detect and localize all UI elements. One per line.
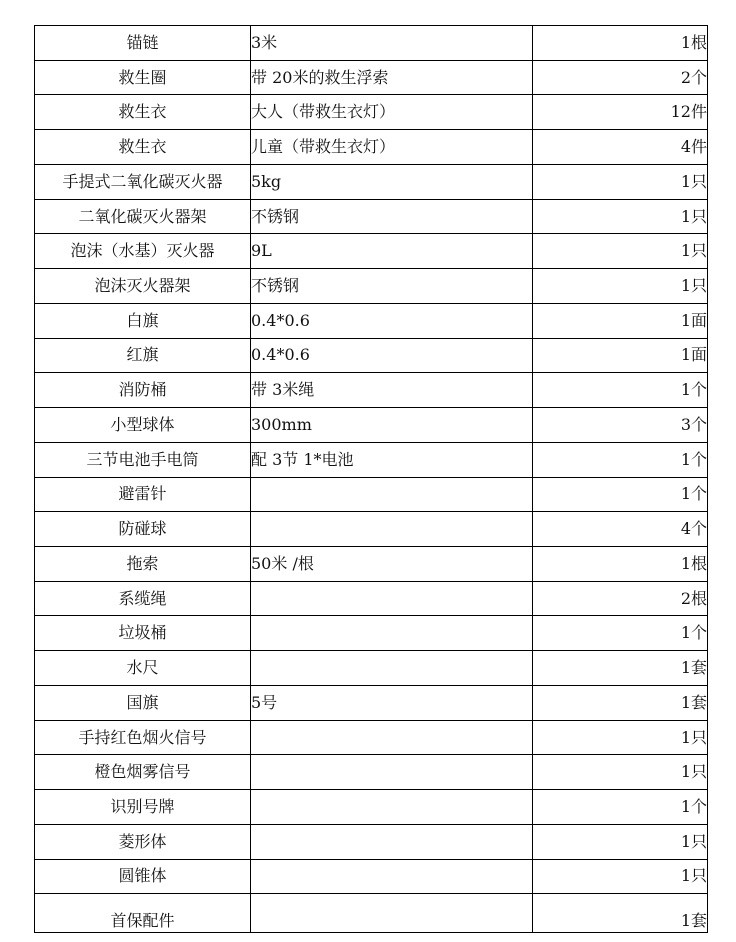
item-name-cell: 国旗	[35, 685, 251, 720]
item-name-cell: 垃圾桶	[35, 616, 251, 651]
table-row	[35, 269, 708, 304]
item-name-cell: 系缆绳	[35, 581, 251, 616]
item-qty-cell: 1只	[533, 755, 708, 790]
item-name-cell: 水尺	[35, 651, 251, 686]
item-qty-cell: 2根	[533, 581, 708, 616]
table-row	[35, 373, 708, 408]
item-qty-cell: 4件	[533, 130, 708, 165]
item-qty-cell: 1只	[533, 824, 708, 859]
item-spec-cell	[251, 894, 533, 933]
table-row	[35, 720, 708, 755]
item-spec-cell: 带 20米的救生浮索	[251, 60, 533, 95]
table-row	[35, 651, 708, 686]
item-name-cell: 菱形体	[35, 824, 251, 859]
item-name-cell: 三节电池手电筒	[35, 442, 251, 477]
table-row	[35, 26, 708, 61]
item-qty-cell: 1只	[533, 164, 708, 199]
item-qty-cell: 1个	[533, 442, 708, 477]
item-spec-cell: 配 3节 1*电池	[251, 442, 533, 477]
table-row	[35, 303, 708, 338]
item-spec-cell: 不锈钢	[251, 269, 533, 304]
item-spec-cell	[251, 512, 533, 547]
item-spec-cell: 5kg	[251, 164, 533, 199]
table-row	[35, 234, 708, 269]
table-row	[35, 581, 708, 616]
item-qty-cell: 1个	[533, 616, 708, 651]
item-spec-cell	[251, 720, 533, 755]
item-spec-cell: 不锈钢	[251, 199, 533, 234]
item-name-cell: 拖索	[35, 547, 251, 582]
item-qty-cell: 2个	[533, 60, 708, 95]
item-spec-cell: 50米 /根	[251, 547, 533, 582]
item-name-cell: 红旗	[35, 338, 251, 373]
item-qty-cell: 1只	[533, 234, 708, 269]
item-spec-cell	[251, 477, 533, 512]
item-spec-cell: 0.4*0.6	[251, 338, 533, 373]
item-name-cell: 橙色烟雾信号	[35, 755, 251, 790]
item-qty-cell: 1只	[533, 199, 708, 234]
table-row	[35, 199, 708, 234]
item-qty-cell: 1套	[533, 894, 708, 933]
item-name-cell: 锚链	[35, 26, 251, 61]
item-qty-cell: 1个	[533, 477, 708, 512]
table-row	[35, 824, 708, 859]
item-name-cell: 手持红色烟火信号	[35, 720, 251, 755]
item-spec-cell	[251, 616, 533, 651]
table-row	[35, 60, 708, 95]
equipment-table	[34, 25, 708, 933]
item-spec-cell: 3米	[251, 26, 533, 61]
item-spec-cell: 大人（带救生衣灯）	[251, 95, 533, 130]
item-spec-cell: 9L	[251, 234, 533, 269]
equipment-table-body	[35, 26, 708, 933]
item-qty-cell: 12件	[533, 95, 708, 130]
table-row	[35, 755, 708, 790]
item-qty-cell: 3个	[533, 408, 708, 443]
table-row	[35, 477, 708, 512]
item-spec-cell	[251, 824, 533, 859]
table-row	[35, 95, 708, 130]
item-name-cell: 手提式二氧化碳灭火器	[35, 164, 251, 199]
item-name-cell: 小型球体	[35, 408, 251, 443]
item-name-cell: 泡沫灭火器架	[35, 269, 251, 304]
item-spec-cell	[251, 581, 533, 616]
item-spec-cell: 0.4*0.6	[251, 303, 533, 338]
table-row	[35, 408, 708, 443]
item-name-cell: 圆锥体	[35, 859, 251, 894]
item-name-cell: 消防桶	[35, 373, 251, 408]
item-spec-cell	[251, 790, 533, 825]
table-row	[35, 859, 708, 894]
item-spec-cell: 儿童（带救生衣灯）	[251, 130, 533, 165]
table-row	[35, 894, 708, 933]
item-name-cell: 避雷针	[35, 477, 251, 512]
item-qty-cell: 1只	[533, 859, 708, 894]
table-row	[35, 338, 708, 373]
item-qty-cell: 1个	[533, 373, 708, 408]
table-row	[35, 547, 708, 582]
item-qty-cell: 1套	[533, 651, 708, 686]
item-name-cell: 救生圈	[35, 60, 251, 95]
table-row	[35, 130, 708, 165]
item-qty-cell: 1根	[533, 26, 708, 61]
item-qty-cell: 1面	[533, 338, 708, 373]
table-row	[35, 164, 708, 199]
table-row	[35, 512, 708, 547]
item-spec-cell: 带 3米绳	[251, 373, 533, 408]
item-qty-cell: 1个	[533, 790, 708, 825]
item-qty-cell: 1只	[533, 269, 708, 304]
item-spec-cell: 300mm	[251, 408, 533, 443]
item-name-cell: 救生衣	[35, 130, 251, 165]
item-qty-cell: 1根	[533, 547, 708, 582]
item-spec-cell: 5号	[251, 685, 533, 720]
item-name-cell: 白旗	[35, 303, 251, 338]
table-row	[35, 790, 708, 825]
item-name-cell: 首保配件	[35, 894, 251, 933]
item-qty-cell: 1只	[533, 720, 708, 755]
item-name-cell: 防碰球	[35, 512, 251, 547]
item-qty-cell: 4个	[533, 512, 708, 547]
item-spec-cell	[251, 755, 533, 790]
table-row	[35, 685, 708, 720]
table-row	[35, 616, 708, 651]
item-name-cell: 救生衣	[35, 95, 251, 130]
table-row	[35, 442, 708, 477]
item-name-cell: 泡沫（水基）灭火器	[35, 234, 251, 269]
item-spec-cell	[251, 651, 533, 686]
item-qty-cell: 1面	[533, 303, 708, 338]
item-qty-cell: 1套	[533, 685, 708, 720]
item-name-cell: 二氧化碳灭火器架	[35, 199, 251, 234]
item-spec-cell	[251, 859, 533, 894]
item-name-cell: 识别号牌	[35, 790, 251, 825]
